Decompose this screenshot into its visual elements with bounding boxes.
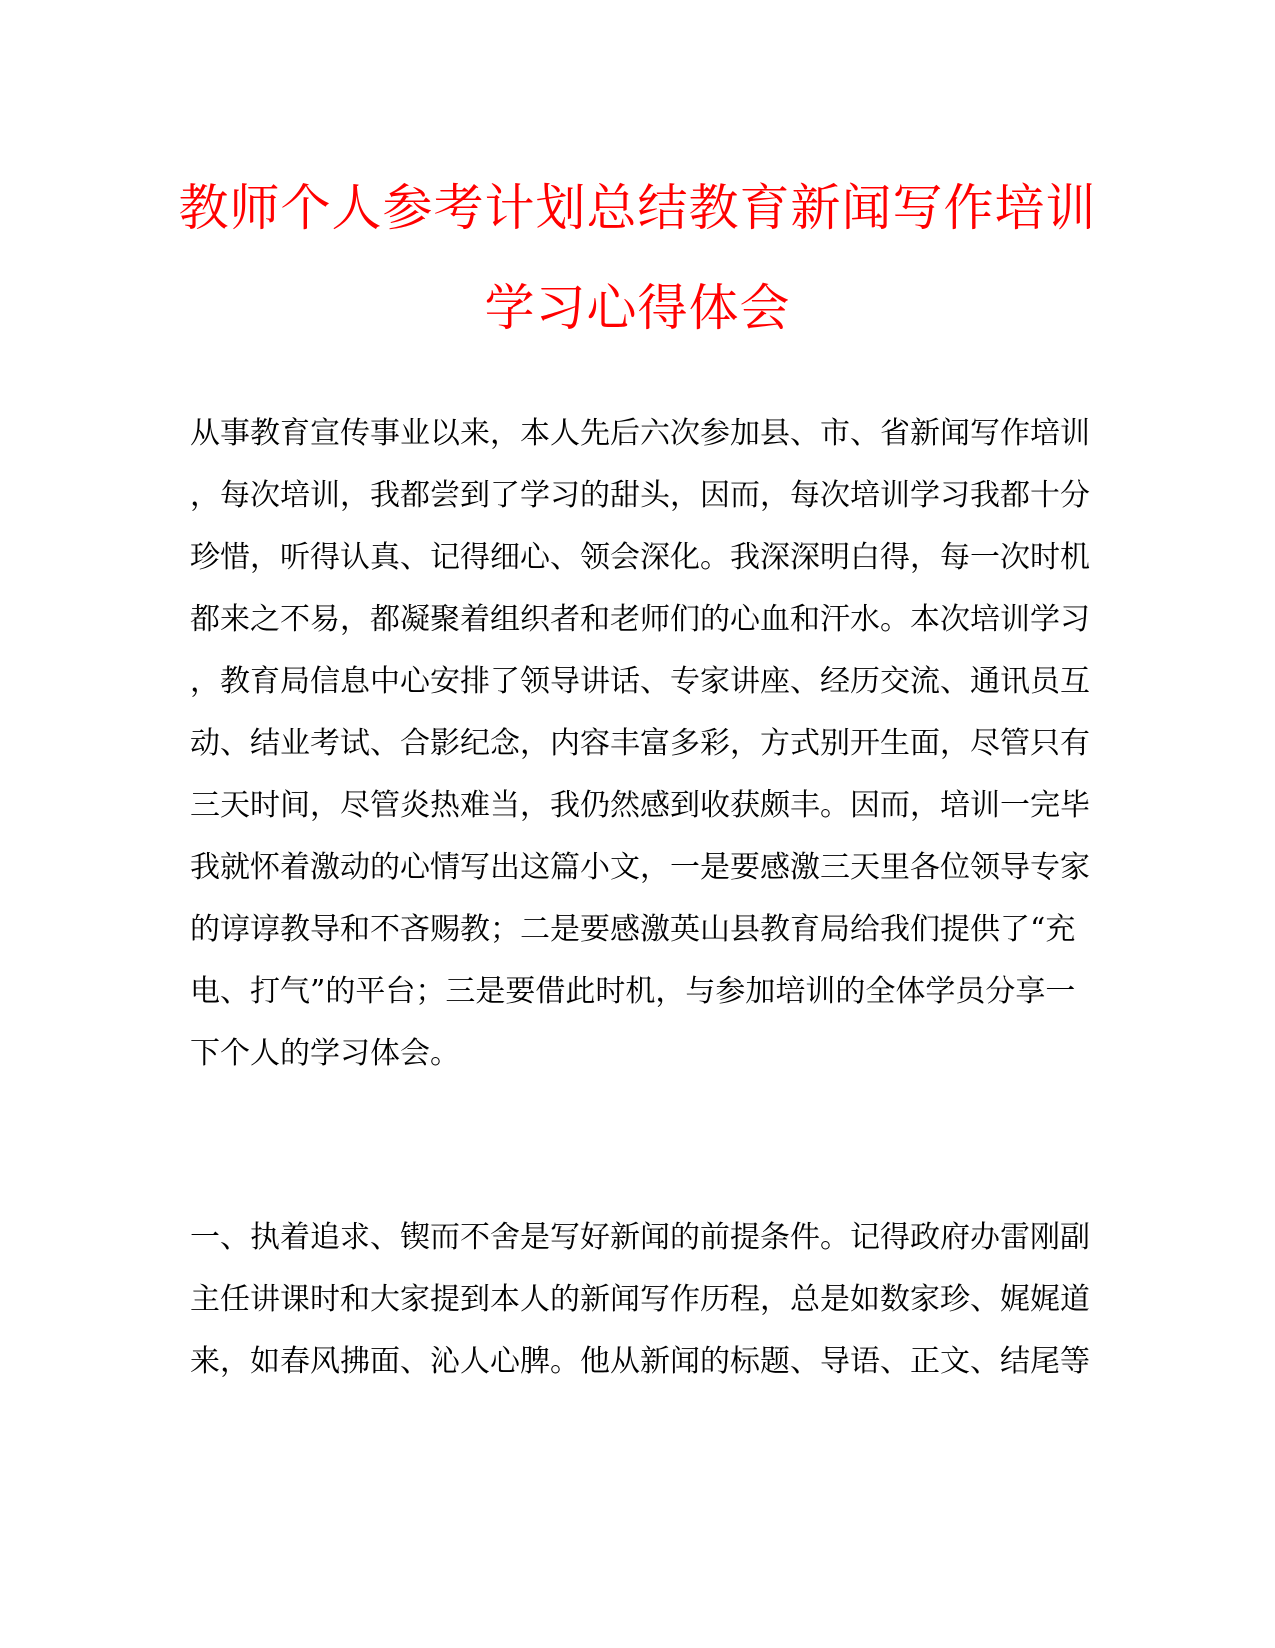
paragraph-1-line: 三天时间，尽管炎热难当，我仍然感到收获颇丰。因而，培训一完毕 [190,788,1090,823]
paragraph-2-line: 主任讲课时和大家提到本人的新闻写作历程，总是如数家珍、娓娓道 [190,1282,1090,1317]
paragraph-1-line: 从事教育宣传事业以来，本人先后六次参加县、市、省新闻写作培训 [190,416,1090,451]
paragraph-1-line: 都来之不易，都凝聚着组织者和老师们的心血和汗水。本次培训学习 [190,602,1090,637]
paragraph-1-line: 动、结业考试、合影纪念，内容丰富多彩，方式别开生面，尽管只有 [190,726,1090,761]
paragraph-1-line: ，每次培训，我都尝到了学习的甜头，因而，每次培训学习我都十分 [190,478,1090,513]
paragraph-2-line: 来，如春风拂面、沁人心脾。他从新闻的标题、导语、正文、结尾等 [190,1344,1090,1379]
paragraph-2-line: 一、执着追求、锲而不舍是写好新闻的前提条件。记得政府办雷刚副 [190,1220,1090,1255]
paragraph-1-line: 电、打气”的平台；三是要借此时机，与参加培训的全体学员分享一 [190,974,1076,1009]
paragraph-1-line: 珍惜，听得认真、记得细心、领会深化。我深深明白得，每一次时机 [190,540,1090,575]
paragraph-1-line: 的谆谆教导和不吝赐教；二是要感激英山县教育局给我们提供了“充 [190,912,1076,947]
paragraph-1-line: 下个人的学习体会。 [190,1036,460,1071]
document-title-line-1: 教师个人参考计划总结教育新闻写作培训 [178,179,1097,237]
document-title-line-2: 学习心得体会 [484,279,791,337]
paragraph-1-line: 我就怀着激动的心情写出这篇小文，一是要感激三天里各位领导专家 [190,850,1090,885]
paragraph-1-line: ，教育局信息中心安排了领导讲话、专家讲座、经历交流、通讯员互 [190,664,1090,699]
